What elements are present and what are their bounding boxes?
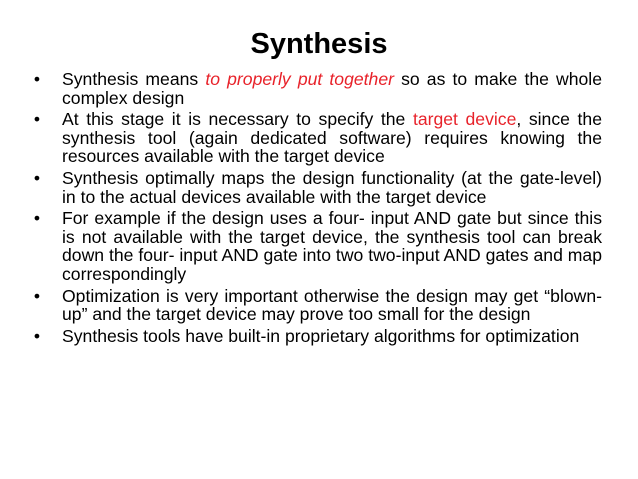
- bullet-item-5: [30, 287, 602, 324]
- highlighted-phrase: target device: [412, 109, 517, 130]
- bullet-item-6: [30, 327, 602, 346]
- bullet-text: At this stage it is necessary to specify the: [62, 109, 413, 130]
- highlighted-phrase: to properly put together: [205, 69, 394, 89]
- bullet-item-4: [30, 209, 602, 283]
- bullet-text: Synthesis optimally maps the design functionality (at the gate-level) in to the actual devices available with the target device: [62, 167, 602, 207]
- bullet-icon: •: [33, 109, 41, 130]
- bullet-item-1: [30, 70, 602, 107]
- bullet-list: [30, 70, 602, 348]
- bullet-text: so as to make the whole complex design: [62, 69, 602, 108]
- bullet-item-3: [30, 169, 602, 206]
- bullet-icon: •: [33, 285, 41, 306]
- bullet-item-2: [30, 110, 602, 166]
- bullet-text: , since the synthesis tool (again dedicated software) requires knowing the resources available with the target device: [62, 109, 602, 167]
- bullet-icon: •: [33, 208, 41, 229]
- bullet-text: Optimization is very important otherwise the design may get “blown-up” and the target device may prove too small for the design: [62, 285, 602, 325]
- bullet-text: For example if the design uses a four- input AND gate but since this is not available with the target device, the synthesis tool can break down the four- input AND gate into two two-input AND gates and map correspondingly: [62, 208, 602, 284]
- bullet-icon: •: [33, 167, 41, 188]
- bullet-icon: •: [33, 69, 41, 89]
- bullet-text: Synthesis means: [62, 69, 206, 89]
- bullet-text: Synthesis tools have built-in proprietary algorithms for optimization: [62, 325, 580, 346]
- slide-title: Synthesis: [250, 28, 388, 60]
- bullet-icon: •: [33, 325, 41, 346]
